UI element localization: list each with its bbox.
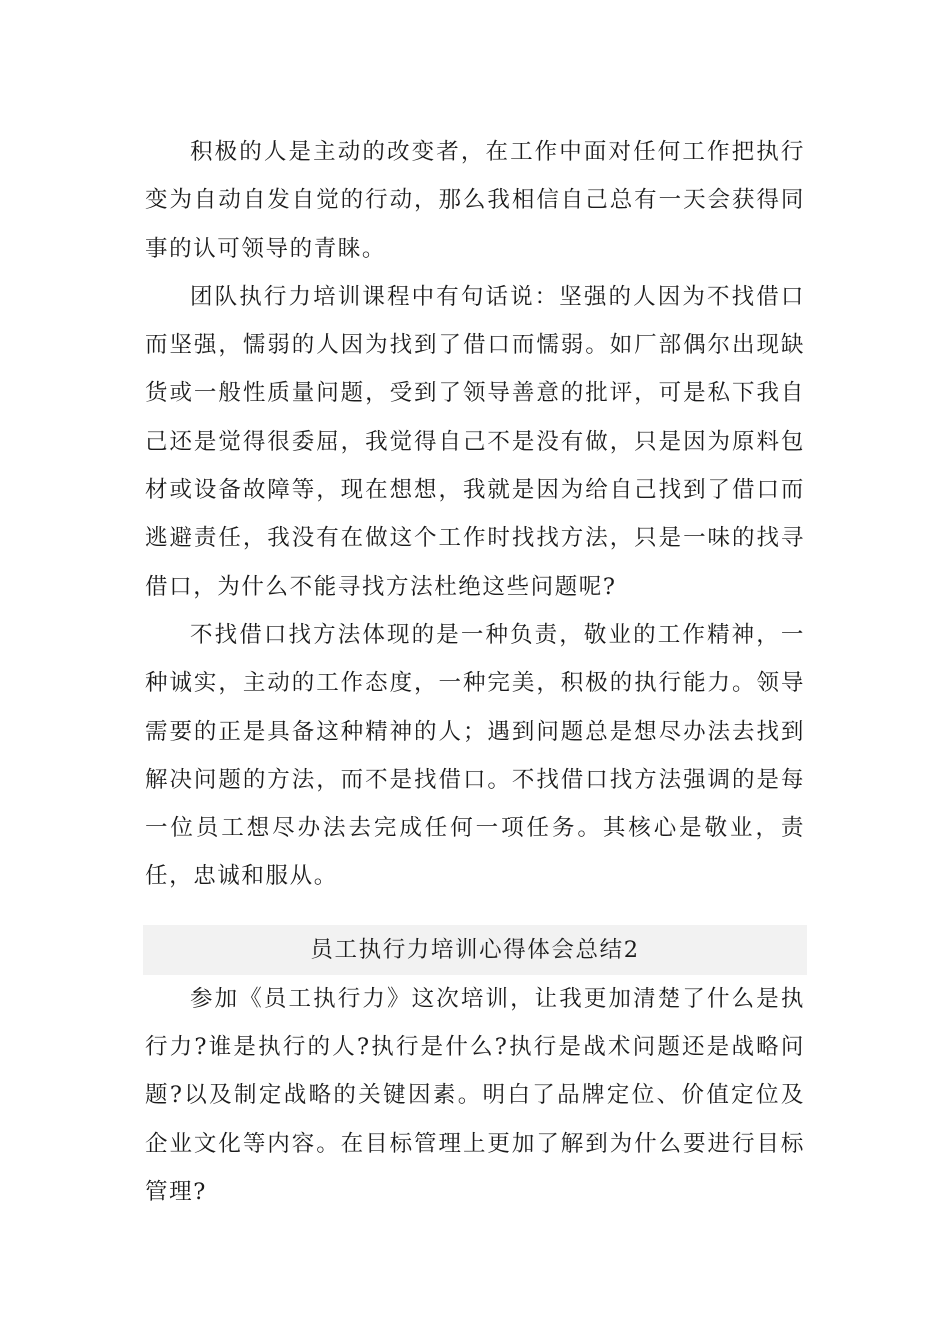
document-page [145, 128, 805, 1216]
paragraph: 不找借口找方法体现的是一种负责，敬业的工作精神，一种诚实，主动的工作态度，一种完美，积极的执行能力。领导需要的正是具备这种精神的人；遇到问题总是想尽办法去找到解决问题的方法，而不是找借口。不找借口找方法强调的是每一位员工想尽办法去完成任何一项任务。其核心是敬业，责任，忠诚和服从。 [145, 621, 805, 890]
paragraph: 团队执行力培训课程中有句话说：坚强的人因为不找借口而坚强，懦弱的人因为找到了借口而懦弱。如厂部偶尔出现缺货或一般性质量问题，受到了领导善意的批评，可是私下我自己还是觉得很委屈，我觉得自己不是没有做，只是因为原料包材或设备故障等，现在想想，我就是因为给自己找到了借口而逃避责任，我没有在做这个工作时找找方法，只是一味的找寻借口，为什么不能寻找方法杜绝这些问题呢? [145, 283, 805, 600]
paragraph: 积极的人是主动的改变者，在工作中面对任何工作把执行变为自动自发自觉的行动，那么我相信自己总有一天会获得同事的认可领导的青睐。 [145, 139, 805, 262]
section-heading: 员工执行力培训心得体会总结2 [143, 925, 807, 975]
paragraph: 参加《员工执行力》这次培训，让我更加清楚了什么是执行力?谁是执行的人?执行是什么?执行是战术问题还是战略问题?以及制定战略的关键因素。明白了品牌定位、价值定位及企业文化等内容。在目标管理上更加了解到为什么要进行目标管理? [145, 985, 805, 1205]
